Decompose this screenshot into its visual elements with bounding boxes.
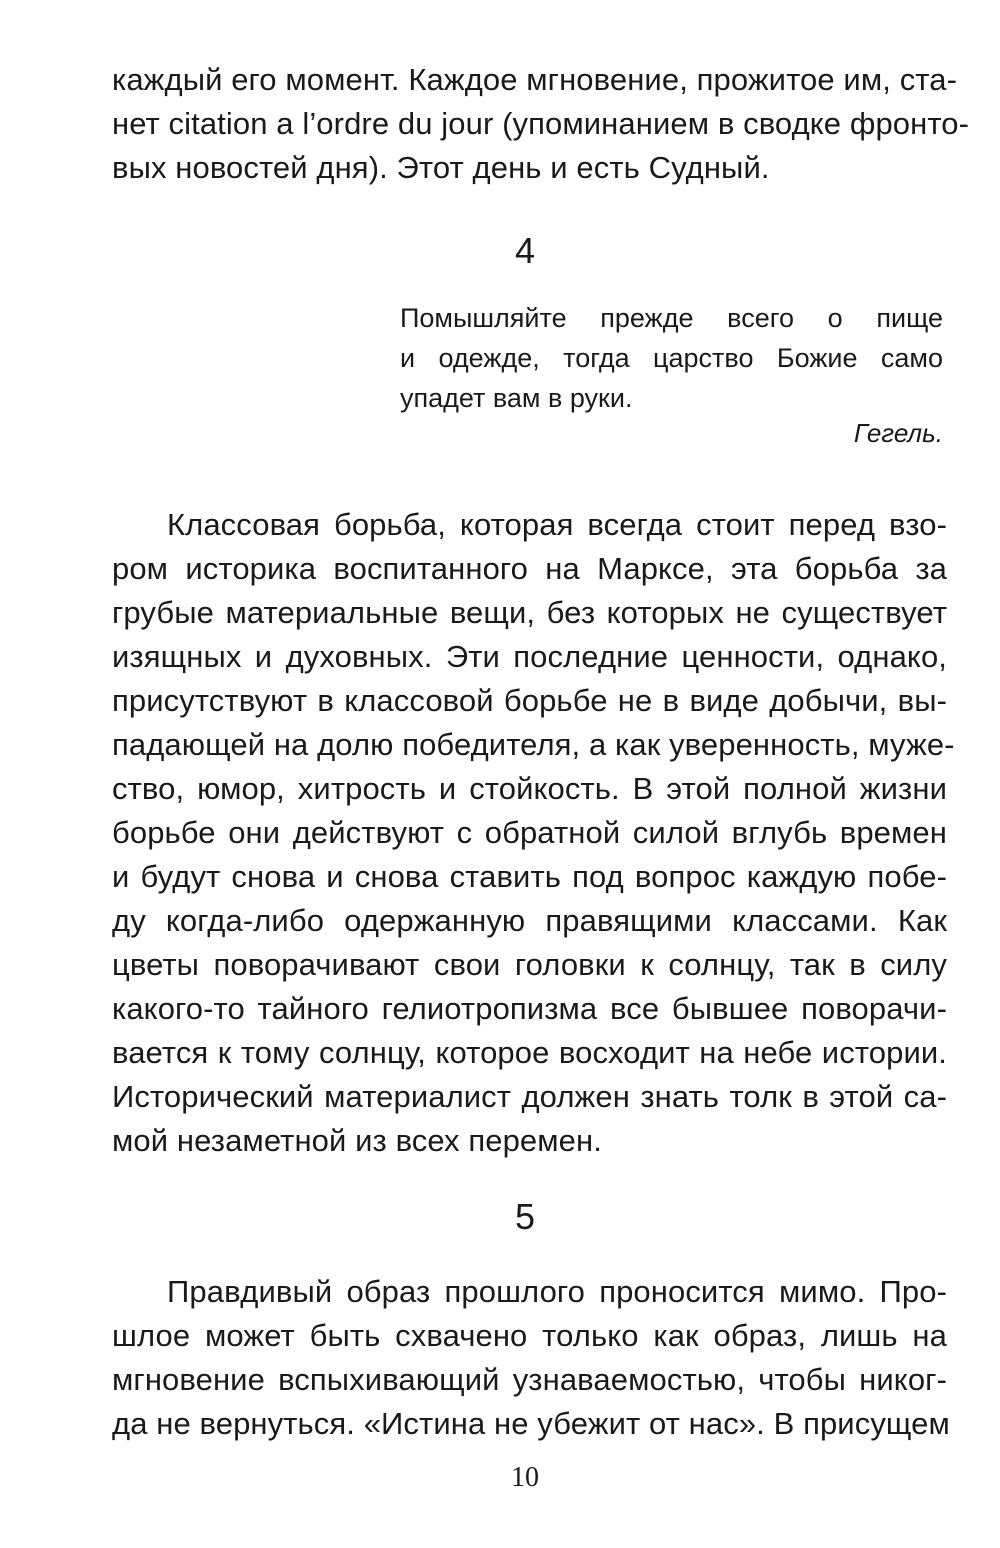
epigraph-line: упадет вам в руки.	[400, 383, 633, 413]
section-4-epigraph	[400, 298, 943, 418]
text-line: какого-то тайного гелиотропизма все бывшее поворачи-	[112, 991, 947, 1026]
text-line: каждый его момент. Каждое мгновение, прожитое им, ста-	[112, 62, 958, 97]
text-line: мгновение вспыхивающий узнаваемостью, чтобы никог-	[112, 1362, 947, 1397]
text-line: вается к тому солнцу, которое восходит на небе истории.	[112, 1035, 947, 1070]
top-paragraph	[112, 58, 970, 190]
text-line: изящных и духовных. Эти последние ценности, однако,	[112, 639, 947, 674]
text-line: нет citation a l’ordre du jour (упоминанием в сводке фронто-	[112, 106, 970, 141]
text-line: ство, юмор, хитрость и стойкость. В этой полной жизни	[112, 771, 947, 806]
text-line: цветы поворачивают свои головки к солнцу, так в силу	[112, 947, 947, 982]
epigraph-author: Гегель.	[853, 418, 943, 448]
page-number: 10	[511, 1462, 539, 1493]
section-4-number: 4	[514, 230, 536, 271]
text-line: Исторический материалист должен знать толк в этой са-	[112, 1079, 947, 1114]
text-line: грубые материальные вещи, без которых не существует	[112, 595, 947, 630]
epigraph-line: и одежде, тогда царство Божие само	[400, 343, 943, 373]
text-line: вых новостей дня). Этот день и есть Судный.	[112, 150, 770, 185]
section-5-number: 5	[514, 1196, 536, 1237]
section-4-paragraph	[112, 503, 955, 1163]
section-5-paragraph	[112, 1270, 950, 1446]
text-line: Правдивый образ прошлого проносится мимо. Про-	[167, 1274, 947, 1309]
text-line: борьбе они действуют с обратной силой вглубь времен	[112, 815, 947, 850]
text-line: ду когда-либо одержанную правящими классами. Как	[112, 903, 947, 938]
text-line: Классовая борьба, которая всегда стоит перед взо-	[167, 507, 947, 542]
text-line: и будут снова и снова ставить под вопрос каждую побе-	[112, 859, 947, 894]
epigraph-line: Помышляйте прежде всего о пище	[400, 303, 943, 333]
text-line: да не вернуться. «Истина не убежит от нас». В присущем	[112, 1406, 950, 1441]
text-line: мой незаметной из всех перемен.	[112, 1123, 602, 1158]
text-line: падающей на долю победителя, а как уверенность, муже-	[112, 727, 955, 762]
text-line: шлое может быть схвачено только как образ, лишь на	[112, 1318, 947, 1353]
text-line: ром историка воспитанного на Марксе, эта борьба за	[112, 551, 947, 586]
text-line: присутствуют в классовой борьбе не в виде добычи, вы-	[112, 683, 947, 718]
